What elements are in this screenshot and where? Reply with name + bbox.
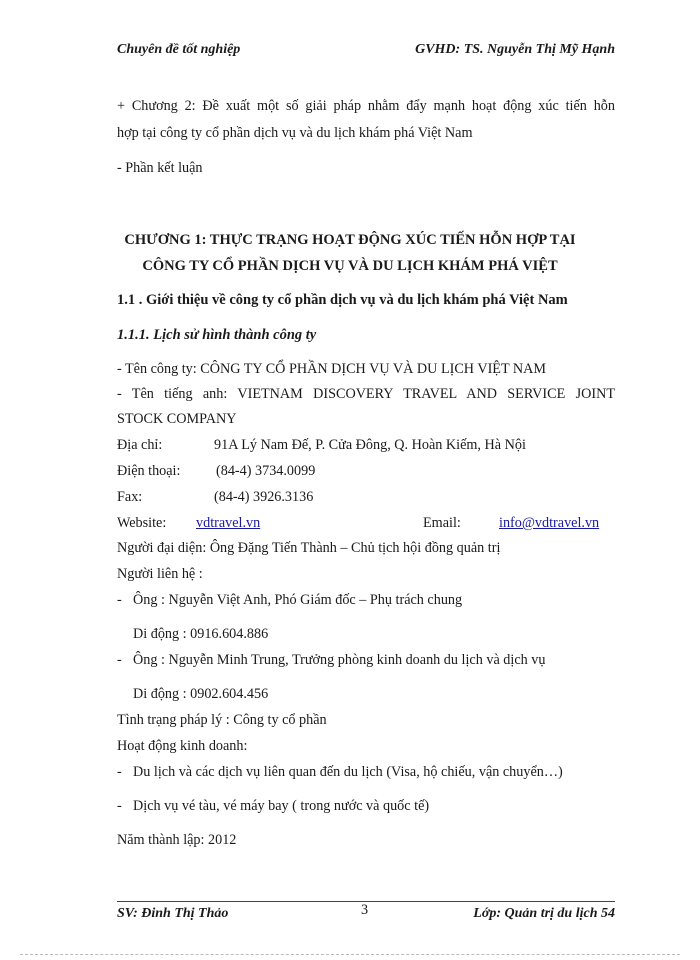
contact1-line: Ông : Nguyễn Việt Anh, Phó Giám đốc – Phụ trách chung — [133, 592, 463, 608]
fax-value: (84-4) 3926.3136 — [214, 489, 314, 505]
section-1-1-1-heading: 1.1.1. Lịch sử hình thành công ty — [117, 327, 317, 343]
contact1-dash: - — [117, 592, 122, 608]
intro-item2-line2: hợp tại công ty cổ phần dịch vụ và du lịch khám phá Việt Nam — [117, 125, 473, 141]
fax-label: Fax: — [117, 489, 143, 505]
intro-item2-line1: + Chương 2: Đề xuất một số giải pháp nhằm đẩy mạnh hoạt động xúc tiến hỗn — [117, 98, 615, 114]
contact2-dash: - — [117, 652, 122, 668]
footer-right: Lớp: Quản trị du lịch 54 — [473, 906, 615, 921]
contact1-mobile: Di động : 0916.604.886 — [133, 626, 269, 642]
contact2-line: Ông : Nguyễn Minh Trung, Trưởng phòng kinh doanh du lịch và dịch vụ — [133, 652, 546, 668]
address-label: Địa chỉ: — [117, 437, 163, 453]
website-label: Website: — [117, 515, 167, 531]
header-left: Chuyên đề tốt nghiệp — [117, 42, 241, 57]
section-1-1-heading: 1.1 . Giới thiệu về công ty cổ phần dịch vụ và du lịch khám phá Việt Nam — [117, 292, 568, 308]
email-label: Email: — [423, 515, 461, 531]
website-link[interactable]: vdtravel.vn — [196, 515, 261, 531]
chapter-title-line2: CÔNG TY CỔ PHẦN DỊCH VỤ VÀ DU LỊCH KHÁM PHÁ VIỆT — [142, 258, 558, 274]
company-name-line: - Tên công ty: CÔNG TY CỔ PHẦN DỊCH VỤ VÀ DU LỊCH VIỆT NAM — [117, 361, 547, 377]
contact2-mobile: Di động : 0902.604.456 — [133, 686, 269, 702]
chapter-title-line1: CHƯƠNG 1: THỰC TRẠNG HOẠT ĐỘNG XÚC TIẾN HỖN HỢP TẠI — [124, 232, 576, 248]
header-right: GVHD: TS. Nguyễn Thị Mỹ Hạnh — [415, 42, 615, 57]
business2-line: Dịch vụ vé tàu, vé máy bay ( trong nước và quốc tế) — [133, 798, 430, 814]
founded-line: Năm thành lập: 2012 — [117, 832, 237, 848]
email-link[interactable]: info@vdtravel.vn — [499, 515, 600, 531]
legal-status-line: Tình trạng pháp lý : Công ty cổ phần — [117, 712, 327, 728]
phone-value: (84-4) 3734.0099 — [216, 463, 316, 479]
intro-conclusion: - Phần kết luận — [117, 160, 203, 176]
representative-line: Người đại diện: Ông Đặng Tiến Thành – Chủ tịch hội đồng quản trị — [117, 540, 501, 556]
contacts-label: Người liên hệ : — [117, 566, 203, 582]
page-bottom-edge — [20, 954, 680, 955]
company-english-line1: - Tên tiếng anh: VIETNAM DISCOVERY TRAVEL AND SERVICE JOINT — [117, 386, 615, 402]
phone-label: Điện thoại: — [117, 463, 181, 479]
address-value: 91A Lý Nam Đế, P. Cửa Đông, Q. Hoàn Kiếm, Hà Nội — [214, 437, 526, 453]
company-english-line2: STOCK COMPANY — [117, 411, 237, 427]
business-label: Hoạt động kinh doanh: — [117, 738, 248, 754]
footer-left: SV: Đinh Thị Thảo — [117, 906, 229, 921]
business1-line: Du lịch và các dịch vụ liên quan đến du lịch (Visa, hộ chiếu, vận chuyển…) — [133, 764, 563, 780]
business2-dash: - — [117, 798, 122, 814]
page-number: 3 — [361, 902, 369, 918]
business1-dash: - — [117, 764, 122, 780]
